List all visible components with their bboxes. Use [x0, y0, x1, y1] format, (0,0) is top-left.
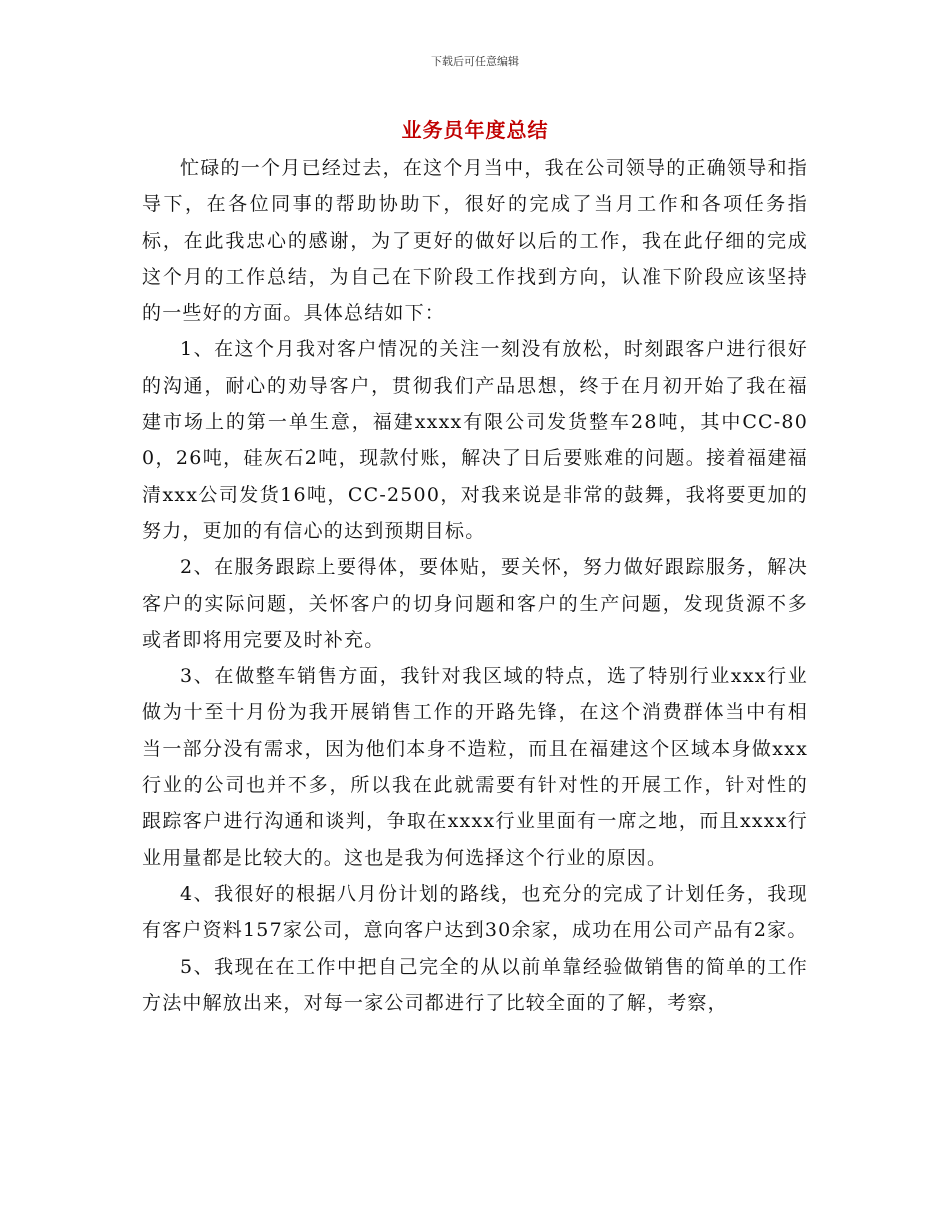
paragraph-intro: 忙碌的一个月已经过去，在这个月当中，我在公司领导的正确领导和指导下，在各位同事的帮助协助下，很好的完成了当月工作和各项任务指标，在此我忠心的感谢，为了更好的做好以后的工作，我在此仔细的完成这个月的工作总结，为自己在下阶段工作找到方向，认准下阶段应该坚持的一些好的方面。具体总结如下：: [142, 157, 808, 325]
header-note: 下载后可任意编辑: [431, 55, 519, 68]
paragraph-item-5: 5、我现在在工作中把自己完全的从以前单靠经验做销售的简单的工作方法中解放出来，对每一家公司都进行了比较全面的了解，考察，: [142, 955, 808, 1014]
document-body: [142, 150, 808, 1021]
paragraph-item-3: 3、在做整车销售方面，我针对我区域的特点，选了特别行业xxx行业做为十至十月份为我开展销售工作的开路先锋，在这个消费群体当中有相当一部分没有需求，因为他们本身不造粒，而且在福建这个区域本身做xxx行业的公司也并不多，所以我在此就需要有针对性的开展工作，针对性的跟踪客户进行沟通和谈判，争取在xxxx行业里面有一席之地，而且xxxx行业用量都是比较大的。这也是我为何选择这个行业的原因。: [142, 665, 808, 869]
paragraph-item-4: 4、我很好的根据八月份计划的路线，也充分的完成了计划任务，我现有客户资料157家公司，意向客户达到30余家，成功在用公司产品有2家。: [142, 882, 808, 942]
document-title: 业务员年度总结: [401, 118, 549, 142]
paragraph-item-2: 2、在服务跟踪上要得体，要体贴，要关怀，努力做好跟踪服务，解决客户的实际问题，关怀客户的切身问题和客户的生产问题，发现货源不多或者即将用完要及时补充。: [142, 556, 808, 651]
paragraph-item-1: 1、在这个月我对客户情况的关注一刻没有放松，时刻跟客户进行很好的沟通，耐心的劝导客户，贯彻我们产品思想，终于在月初开始了我在福建市场上的第一单生意，福建xxxx有限公司发货整车28吨，其中CC-800，26吨，硅灰石2吨，现款付账，解决了日后要账难的问题。接着福建福清xxx公司发货16吨，CC-2500，对我来说是非常的鼓舞，我将要更加的努力，更加的有信心的达到预期目标。: [142, 338, 808, 542]
